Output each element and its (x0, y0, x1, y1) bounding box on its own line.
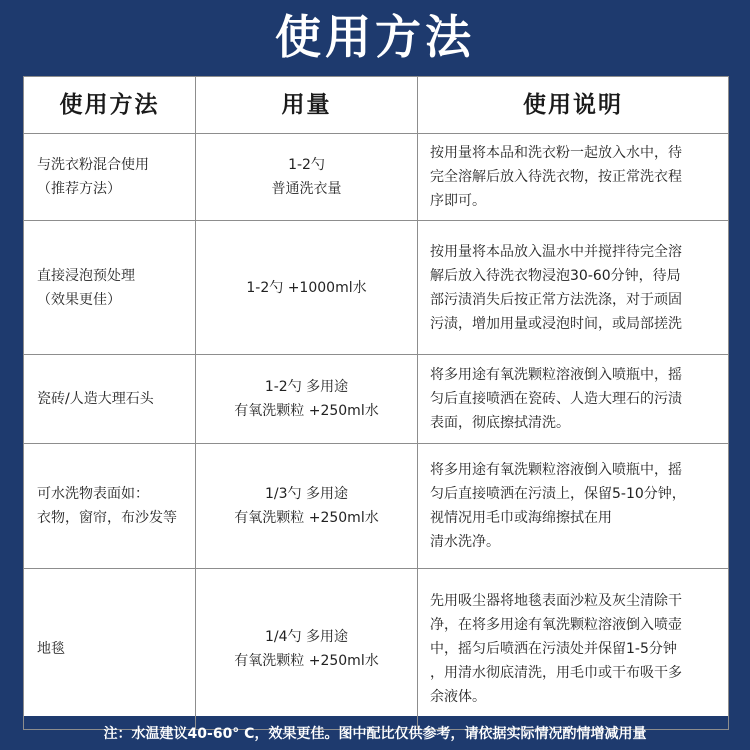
instructions-line: 序即可。 (430, 193, 486, 209)
table-row (24, 221, 729, 355)
instructions-cell (418, 444, 729, 569)
method-line: 衣物，窗帘，布沙发等 (37, 510, 177, 526)
dosage-cell (196, 355, 418, 444)
dosage-cell (196, 221, 418, 355)
method-cell (24, 444, 196, 569)
instructions-line: 解后放入待洗衣物浸泡30-60分钟，待局 (430, 267, 681, 284)
instructions-line: 视情况用毛巾或海绵擦拭在用 (430, 510, 612, 526)
footnote: 注：水温建议40-60° C，效果更佳。图中配比仅供参考，请依据实际情况酌情增减用量 (103, 726, 647, 742)
dosage-line: 1/4勺 多用途 (265, 629, 348, 645)
dosage-line: 普通洗衣量 (271, 181, 342, 197)
dosage-line: 1/3勺 多用途 (265, 486, 348, 502)
dosage-line: 1-2勺 +1000ml水 (246, 279, 367, 296)
dosage-line: 有氧洗颗粒 +250ml水 (234, 403, 379, 419)
instructions-line: 匀后直接喷洒在瓷砖、人造大理石的污渍 (430, 391, 682, 407)
dosage-cell (196, 444, 418, 569)
instructions-line: 匀后直接喷洒在污渍上，保留5-10分钟， (430, 486, 686, 502)
header-dosage: 用量 (196, 77, 418, 134)
instructions-line: 先用吸尘器将地毯表面沙粒及灰尘清除干 (430, 593, 682, 609)
instructions-line: 中，摇匀后喷洒在污渍处并保留1-5分钟 (430, 641, 677, 657)
instructions-line: 按用量将本品放入温水中并搅拌待完全溶 (430, 243, 682, 260)
header-method: 使用方法 (24, 77, 196, 134)
usage-table (23, 76, 729, 730)
instructions-line: 表面，彻底擦拭清洗。 (430, 415, 570, 431)
table-row (24, 569, 729, 730)
method-line: 地毯 (37, 641, 65, 657)
instructions-line: 按用量将本品和洗衣粉一起放入水中，待 (430, 145, 682, 161)
instructions-cell (418, 134, 729, 221)
method-line: （效果更佳） (37, 291, 121, 308)
page-title: 使用方法 (275, 10, 475, 64)
method-line: （推荐方法） (37, 181, 121, 197)
dosage-line: 有氧洗颗粒 +250ml水 (234, 510, 379, 526)
table-header-row (24, 77, 729, 134)
instructions-cell (418, 221, 729, 355)
method-line: 瓷砖/人造大理石头 (37, 391, 154, 407)
header-instructions: 使用说明 (418, 77, 729, 134)
method-cell (24, 355, 196, 444)
instructions-line: 清水洗净。 (430, 534, 500, 550)
dosage-line: 有氧洗颗粒 +250ml水 (234, 653, 379, 669)
dosage-line: 1-2勺 (288, 157, 325, 173)
instructions-line: ，用清水彻底清洗，用毛巾或干布吸干多 (430, 665, 682, 681)
table-row (24, 444, 729, 569)
method-cell (24, 134, 196, 221)
method-line: 与洗衣粉混合使用 (37, 157, 149, 173)
instructions-line: 将多用途有氧洗颗粒溶液倒入喷瓶中，摇 (430, 462, 682, 478)
instructions-line: 净，在将多用途有氧洗颗粒溶液倒入喷壶 (430, 617, 682, 633)
dosage-cell (196, 134, 418, 221)
method-cell (24, 569, 196, 730)
method-cell (24, 221, 196, 355)
usage-table-panel (23, 76, 728, 716)
instructions-line: 污渍，增加用量或浸泡时间，或局部搓洗 (430, 315, 682, 332)
method-line: 可水洗物表面如： (37, 486, 149, 502)
instructions-cell (418, 355, 729, 444)
instructions-line: 余液体。 (430, 689, 486, 705)
instructions-line: 部污渍消失后按正常方法洗涤，对于顽固 (430, 291, 682, 308)
table-row (24, 134, 729, 221)
dosage-cell (196, 569, 418, 730)
table-row (24, 355, 729, 444)
method-line: 直接浸泡预处理 (37, 267, 135, 284)
instructions-line: 将多用途有氧洗颗粒溶液倒入喷瓶中，摇 (430, 367, 682, 383)
dosage-line: 1-2勺 多用途 (264, 379, 349, 395)
instructions-line: 完全溶解后放入待洗衣物，按正常洗衣程 (430, 169, 682, 185)
instructions-cell (418, 569, 729, 730)
